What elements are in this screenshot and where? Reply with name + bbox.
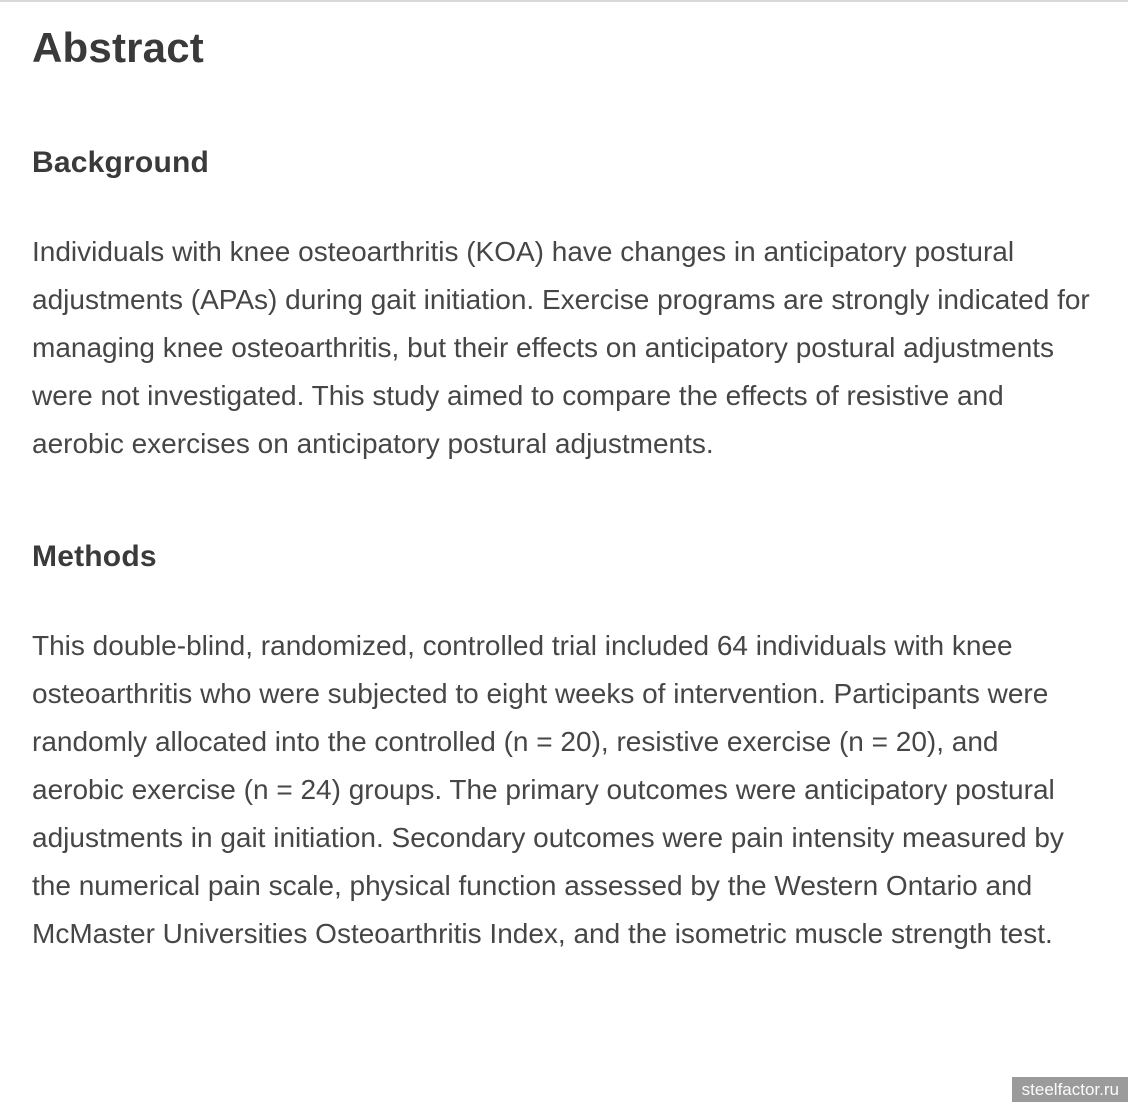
watermark-badge: steelfactor.ru: [1012, 1077, 1128, 1102]
page-title: Abstract: [32, 24, 204, 71]
abstract-page: [0, 2, 1128, 958]
section-body-background: Individuals with knee osteoarthritis (KOA) have changes in anticipatory postural adjustments (APAs) during gait initiation. Exercise programs are strongly indicated for managing knee osteoarthritis, but their effects on anticipatory postural adjustments were not investigated. This study aimed to compare the effects of resistive and aerobic exercises on anticipatory postural adjustments.: [32, 236, 1090, 459]
section-heading-background: Background: [32, 146, 210, 179]
section-body-methods: This double-blind, randomized, controlled trial included 64 individuals with knee osteoarthritis who were subjected to eight weeks of intervention. Participants were randomly allocated into the controlled (n = 20), resistive exercise (n = 20), and aerobic exercise (n = 24) groups. The primary outcomes were anticipatory postural adjustments in gait initiation. Secondary outcomes were pain intensity measured by the numerical pain scale, physical function assessed by the Western Ontario and McMaster Universities Osteoarthritis Index, and the isometric muscle strength test.: [32, 630, 1064, 949]
section-heading-methods: Methods: [32, 540, 157, 573]
